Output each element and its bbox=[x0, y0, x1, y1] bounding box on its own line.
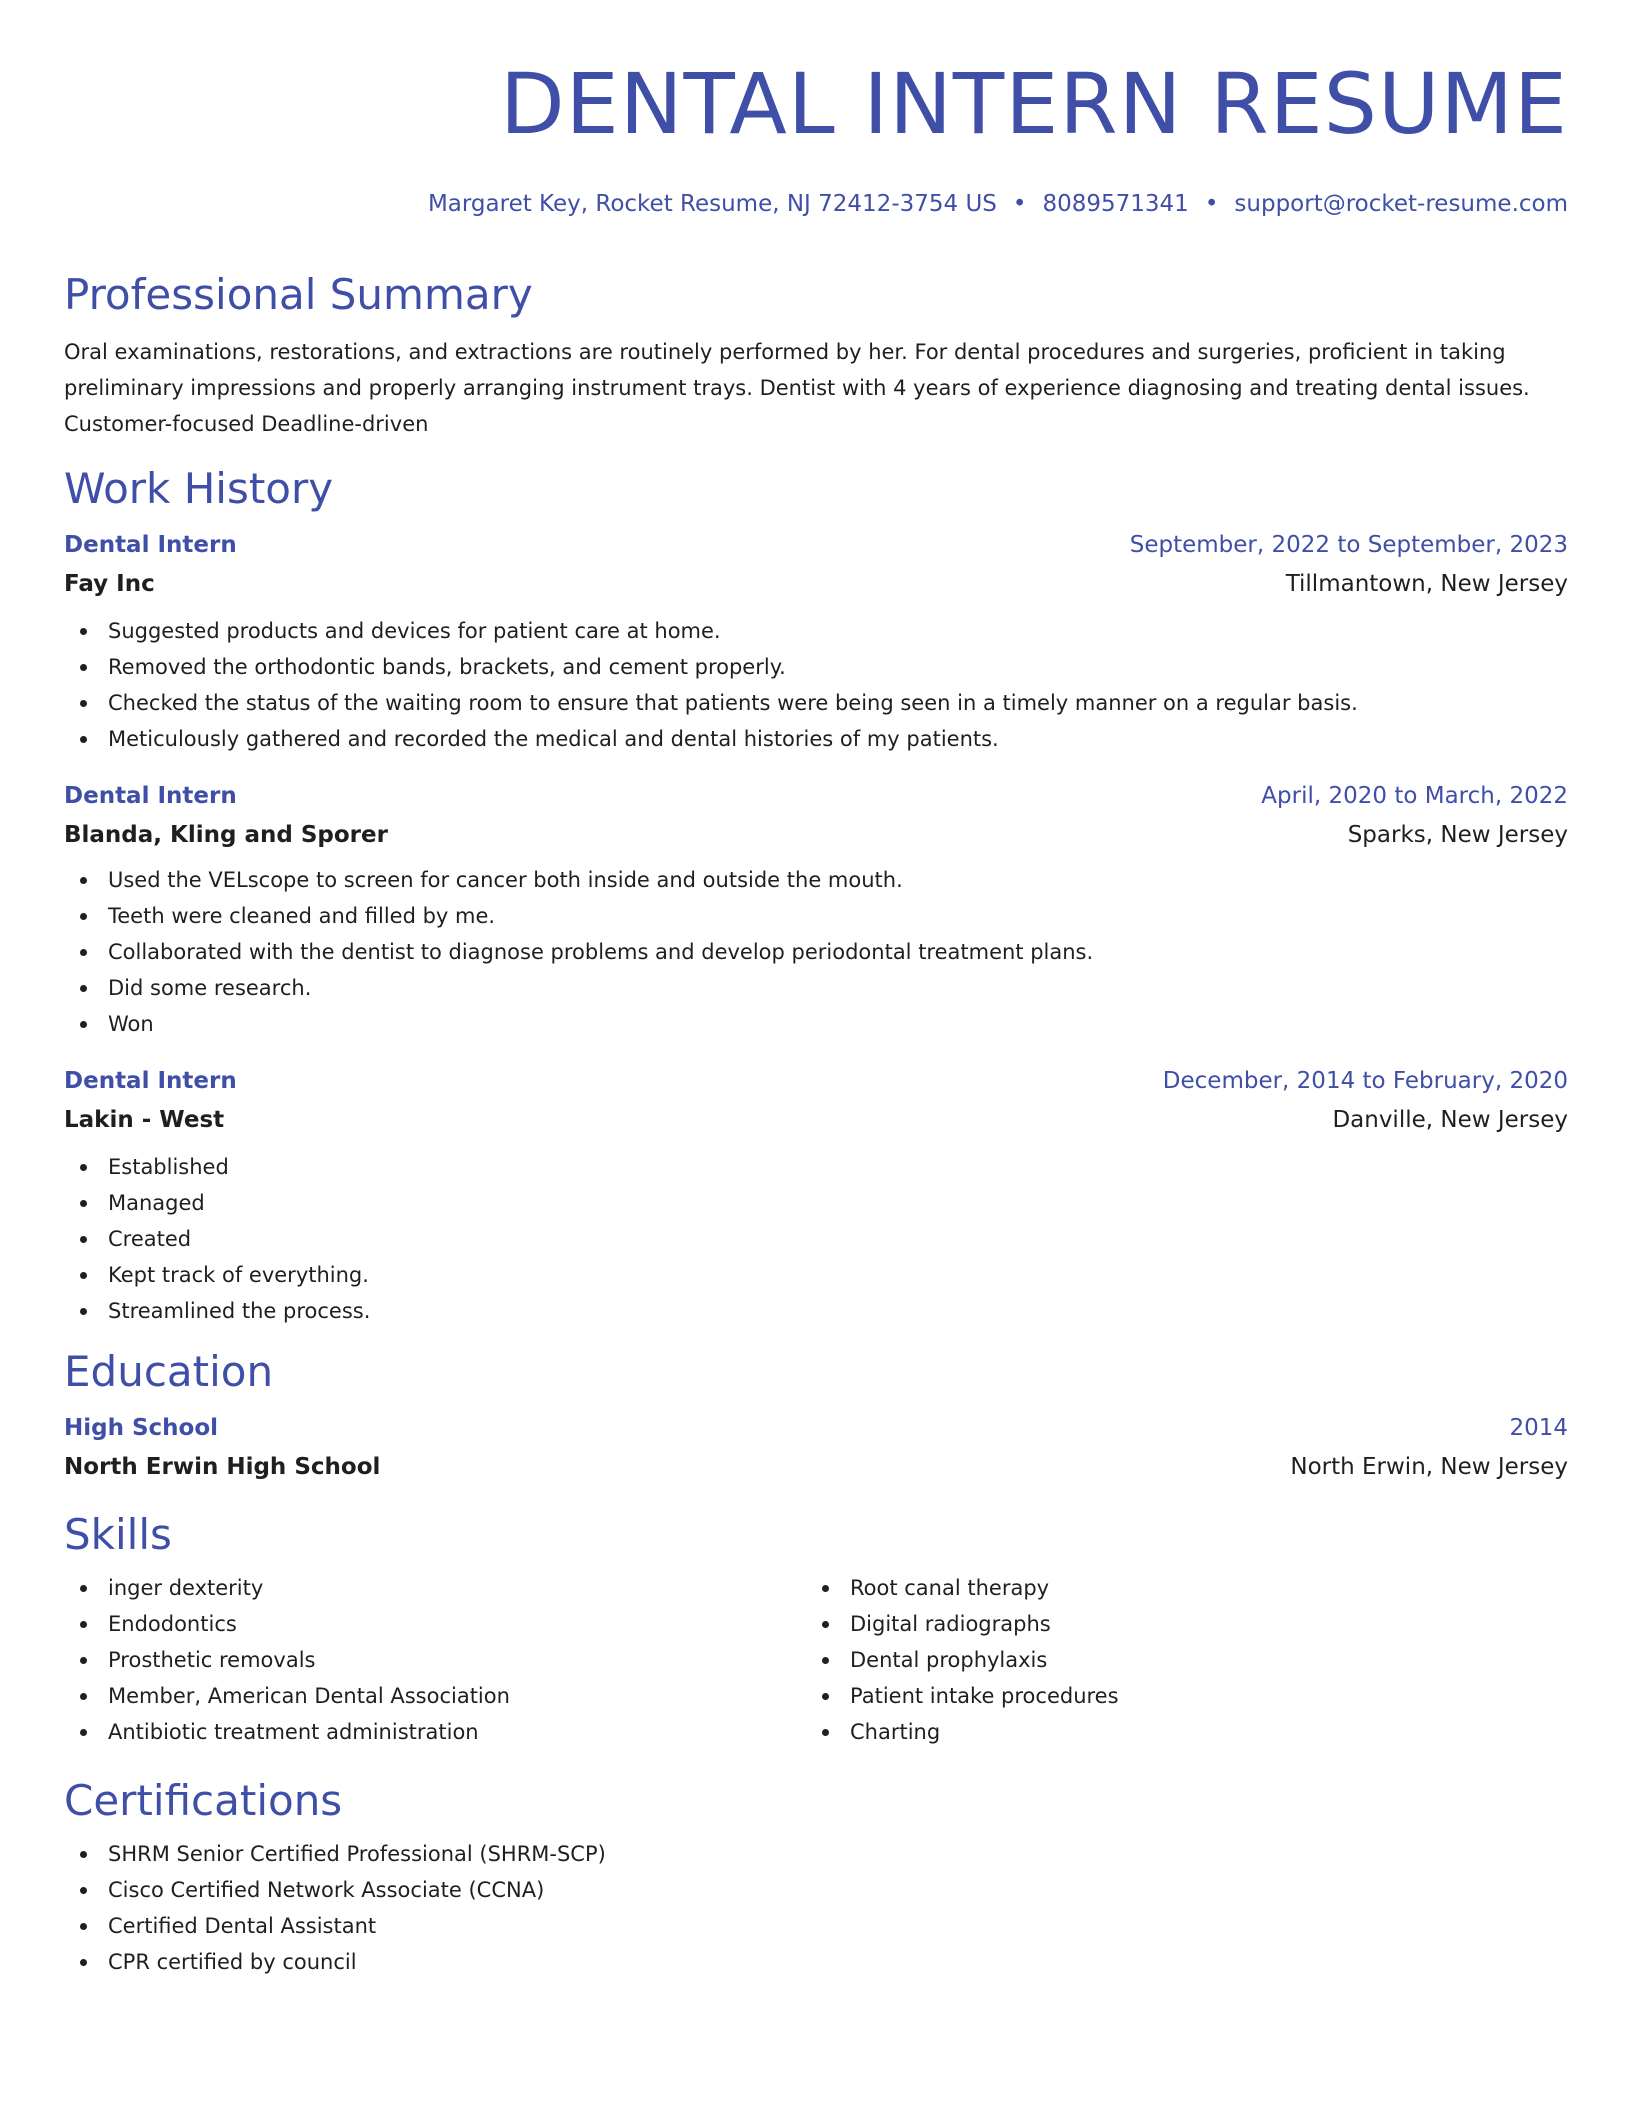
job-duties-list bbox=[64, 1149, 1568, 1329]
list-item: CPR certified by council bbox=[64, 1944, 1568, 1980]
list-item: Patient intake procedures bbox=[806, 1678, 1548, 1714]
job-dates: December, 2014 to February, 2020 bbox=[1162, 1068, 1568, 1094]
certifications-list bbox=[64, 1836, 1568, 1980]
skills-grid bbox=[64, 1570, 1568, 1750]
section-heading-education: Education bbox=[64, 1347, 274, 1396]
job-employer-row bbox=[64, 820, 1568, 850]
education-entry bbox=[64, 1413, 1568, 1482]
list-item: Removed the orthodontic bands, brackets, and cement properly. bbox=[64, 649, 1568, 685]
contact-email: support@rocket-resume.com bbox=[1234, 191, 1568, 217]
contact-address: Margaret Key, Rocket Resume, NJ 72412-3754 US bbox=[427, 191, 997, 217]
job-header bbox=[64, 530, 1568, 560]
list-item: Collaborated with the dentist to diagnose problems and develop periodontal treatment plans. bbox=[64, 934, 1568, 970]
job-title: Dental Intern bbox=[64, 783, 237, 809]
job-dates: September, 2022 to September, 2023 bbox=[1129, 532, 1568, 558]
job-employer-row bbox=[64, 1105, 1568, 1135]
list-item: Prosthetic removals bbox=[64, 1642, 806, 1678]
job-location: Danville, New Jersey bbox=[1332, 1107, 1568, 1133]
skills-list-left bbox=[64, 1570, 806, 1750]
list-item: Used the VELscope to screen for cancer both inside and outside the mouth. bbox=[64, 862, 1568, 898]
job-entry bbox=[64, 781, 1568, 1042]
list-item: SHRM Senior Certified Professional (SHRM-SCP) bbox=[64, 1836, 1568, 1872]
list-item: Meticulously gathered and recorded the medical and dental histories of my patients. bbox=[64, 721, 1568, 757]
summary-text: Oral examinations, restorations, and extractions are routinely performed by her. For dental procedures and surgeries, proficient in taking preliminary impressions and properly arranging instrument trays. Dentist with 4 years of experience diagnosing and treating dental issues. Customer-focused Deadline-driven bbox=[64, 340, 1530, 436]
list-item: Checked the status of the waiting room to ensure that patients were being seen in a timely manner on a regular basis. bbox=[64, 685, 1568, 721]
job-employer-row bbox=[64, 569, 1568, 599]
job-entry bbox=[64, 530, 1568, 757]
list-item: Created bbox=[64, 1221, 1568, 1257]
job-company: Lakin - West bbox=[64, 1107, 225, 1133]
list-item: Kept track of everything. bbox=[64, 1257, 1568, 1293]
job-location: Tillmantown, New Jersey bbox=[1285, 571, 1568, 597]
job-header bbox=[64, 781, 1568, 811]
job-company: Blanda, Kling and Sporer bbox=[64, 822, 388, 848]
education-degree: High School bbox=[64, 1415, 219, 1441]
list-item: Member, American Dental Association bbox=[64, 1678, 806, 1714]
resume-title: DENTAL INTERN RESUME bbox=[499, 55, 1568, 153]
job-dates: April, 2020 to March, 2022 bbox=[1261, 783, 1568, 809]
education-year: 2014 bbox=[1509, 1415, 1568, 1441]
list-item: Digital radiographs bbox=[806, 1606, 1548, 1642]
job-title: Dental Intern bbox=[64, 532, 237, 558]
job-duties-list bbox=[64, 862, 1568, 1042]
section-heading-summary: Professional Summary bbox=[64, 270, 533, 319]
job-entry bbox=[64, 1066, 1568, 1329]
list-item: Charting bbox=[806, 1714, 1548, 1750]
job-company: Fay Inc bbox=[64, 571, 155, 597]
education-location: North Erwin, New Jersey bbox=[1290, 1454, 1568, 1480]
job-header bbox=[64, 1066, 1568, 1096]
list-item: Streamlined the process. bbox=[64, 1293, 1568, 1329]
job-location: Sparks, New Jersey bbox=[1347, 822, 1568, 848]
section-heading-skills: Skills bbox=[64, 1510, 172, 1559]
contact-phone: 8089571341 bbox=[1042, 191, 1189, 217]
contact-separator: • bbox=[1012, 191, 1027, 217]
job-title: Dental Intern bbox=[64, 1068, 237, 1094]
resume-page bbox=[64, 0, 1568, 1980]
section-heading-certifications: Certifications bbox=[64, 1776, 343, 1825]
list-item: Established bbox=[64, 1149, 1568, 1185]
list-item: Won bbox=[64, 1006, 1568, 1042]
list-item: Certified Dental Assistant bbox=[64, 1908, 1568, 1944]
education-school: North Erwin High School bbox=[64, 1454, 381, 1480]
list-item: Did some research. bbox=[64, 970, 1568, 1006]
list-item: Cisco Certified Network Associate (CCNA) bbox=[64, 1872, 1568, 1908]
section-heading-work-history: Work History bbox=[64, 464, 334, 513]
list-item: Endodontics bbox=[64, 1606, 806, 1642]
list-item: Root canal therapy bbox=[806, 1570, 1548, 1606]
list-item: inger dexterity bbox=[64, 1570, 806, 1606]
education-school-row bbox=[64, 1452, 1568, 1482]
contact-line bbox=[64, 190, 1568, 218]
list-item: Dental prophylaxis bbox=[806, 1642, 1548, 1678]
skills-list-right bbox=[806, 1570, 1548, 1750]
list-item: Managed bbox=[64, 1185, 1568, 1221]
list-item: Suggested products and devices for patient care at home. bbox=[64, 613, 1568, 649]
contact-separator: • bbox=[1204, 191, 1219, 217]
job-duties-list bbox=[64, 613, 1568, 757]
list-item: Antibiotic treatment administration bbox=[64, 1714, 806, 1750]
education-header bbox=[64, 1413, 1568, 1443]
list-item: Teeth were cleaned and filled by me. bbox=[64, 898, 1568, 934]
